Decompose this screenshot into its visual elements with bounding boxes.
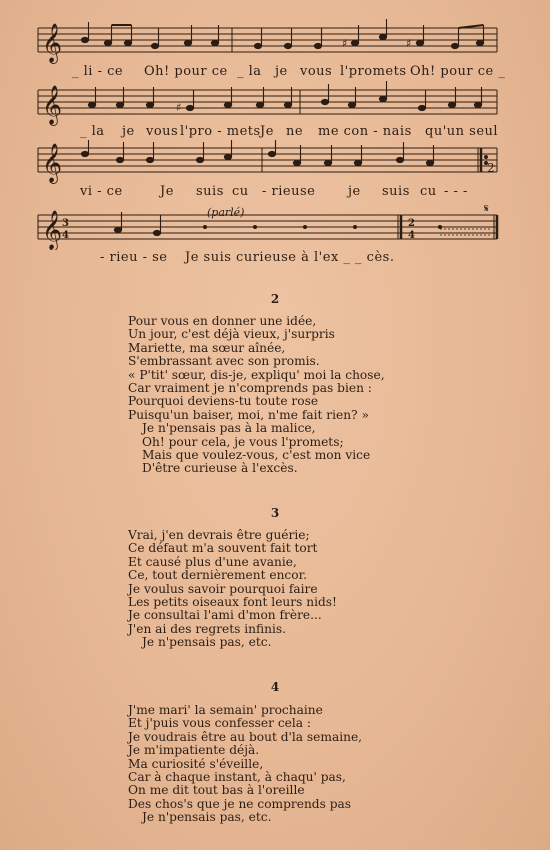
- svg-text:♯: ♯: [406, 37, 412, 50]
- music-staff-2: [0, 80, 550, 130]
- lyric-syllable: ne: [286, 124, 304, 139]
- parle-marking: (parlé): [207, 206, 245, 219]
- music-staff-3: [0, 140, 550, 190]
- verse-line: Ce, tout dernièrement encor.: [128, 568, 307, 583]
- svg-text:𝄞: 𝄞: [42, 23, 63, 63]
- verse-line: Et causé plus d'une avanie,: [128, 554, 297, 569]
- lyric-syllable: qu'un seul: [425, 124, 499, 139]
- verse-line: Je m'impatiente déjà.: [128, 743, 260, 758]
- verse-line: Je n'pensais pas, etc.: [142, 810, 272, 825]
- lyric-syllable: je: [348, 184, 361, 199]
- verse-line: Mais que voulez-vous, c'est mon vice: [142, 448, 371, 463]
- lyric-syllable: Oh! pour ce: [144, 64, 228, 79]
- lyrics-line-4: [0, 250, 550, 266]
- svg-text:♯: ♯: [176, 101, 182, 114]
- verse-line: Je n'pensais pas à la malice,: [142, 421, 316, 436]
- svg-text:4: 4: [408, 230, 415, 241]
- lyric-syllable: je: [275, 64, 288, 79]
- svg-text:4: 4: [62, 230, 69, 241]
- svg-text:𝄞: 𝄞: [42, 85, 63, 125]
- verse-line: Je voulus savoir pourquoi faire: [128, 581, 318, 596]
- verse-line: Je n'pensais pas, etc.: [142, 635, 272, 650]
- verse-line: Vrai, j'en devrais être guérie;: [128, 528, 310, 542]
- lyric-syllable: _ li - ce: [72, 64, 124, 79]
- verse-line: Oh! pour cela, je vous l'promets;: [142, 434, 344, 449]
- lyric-syllable: l'promets: [340, 64, 407, 79]
- music-staff-1: [0, 10, 550, 72]
- stanza-2: [128, 315, 508, 476]
- svg-text:𝄋: 𝄋: [484, 202, 489, 215]
- lyric-syllable: Oh! pour ce _: [410, 64, 506, 79]
- verse-line: Pourquoi deviens-tu toute rose: [128, 394, 319, 409]
- lyric-syllable: me con - nais: [318, 124, 412, 139]
- lyric-syllable: vous: [146, 124, 179, 139]
- verse-line: Ce défaut m'a souvent fait tort: [128, 541, 318, 556]
- lyric-syllable: - - -: [444, 184, 468, 199]
- lyrics-line-3: [0, 184, 550, 200]
- svg-text:𝄞: 𝄞: [42, 143, 63, 183]
- lyric-syllable: Je: [260, 124, 274, 139]
- verse-line: Des chos's que je ne comprends pas: [128, 796, 352, 811]
- verse-line: Je voudrais être au bout d'la semaine,: [128, 729, 363, 744]
- verse-line: Un jour, c'est déjà vieux, j'surpris: [128, 327, 335, 342]
- lyric-syllable: suis: [382, 184, 410, 199]
- lyric-syllable: suis: [196, 184, 224, 199]
- verse-line: Les petits oiseaux font leurs nids!: [128, 595, 337, 610]
- svg-text:𝄞: 𝄞: [42, 210, 63, 250]
- verse-line: J'en ai des regrets infinis.: [128, 621, 287, 636]
- verse-line: Pour vous en donner une idée,: [128, 314, 317, 328]
- verse-line: « P'tit' sœur, dis-je, expliqu' moi la chose,: [128, 367, 385, 382]
- svg-text:♯: ♯: [342, 37, 348, 50]
- verse-line: S'embrassant avec son promis.: [128, 354, 320, 369]
- verse-line: Et j'puis vous confesser cela :: [128, 716, 312, 731]
- verse-line: Je consultai l'ami d'mon frère...: [128, 608, 322, 623]
- svg-text:3: 3: [62, 218, 69, 229]
- stanza-number: 2: [270, 292, 280, 306]
- lyric-syllable: cu: [420, 184, 437, 199]
- music-staff-4: [0, 200, 550, 250]
- stanza-4: [128, 704, 508, 825]
- stanza-3: [128, 529, 508, 650]
- verse-line: On me dit tout bas à l'oreille: [128, 783, 305, 798]
- lyric-syllable: vi - ce: [80, 184, 123, 199]
- lyric-syllable: _ la: [237, 64, 262, 79]
- verse-line: J'me mari' la semain' prochaine: [128, 703, 323, 717]
- lyric-syllable: cu: [232, 184, 249, 199]
- svg-text:2: 2: [408, 218, 415, 229]
- lyric-syllable: vous: [300, 64, 333, 79]
- verse-line: Mariette, ma sœur aînée,: [128, 340, 286, 355]
- verse-line: Ma curiosité s'éveille,: [128, 756, 264, 771]
- verse-line: Puisqu'un baiser, moi, n'me fait rien? »: [128, 407, 369, 422]
- verse-line: Car à chaque instant, à chaqu' pas,: [128, 770, 346, 785]
- lyric-syllable: je: [122, 124, 135, 139]
- stanza-number: 3: [270, 506, 280, 520]
- svg-text:2: 2: [487, 161, 495, 175]
- lyrics-line-1: [0, 64, 550, 80]
- verse-line: D'être curieuse à l'excès.: [142, 461, 298, 476]
- lyric-syllable: Je suis curieuse à l'ex _ _ cès.: [185, 250, 395, 265]
- lyric-syllable: - rieuse: [262, 184, 316, 199]
- lyric-syllable: _ la: [80, 124, 105, 139]
- lyric-syllable: Je: [160, 184, 174, 199]
- lyrics-line-2: [0, 124, 550, 140]
- lyric-syllable: - rieu - se: [100, 250, 168, 265]
- lyric-syllable: l'pro - mets: [180, 124, 261, 139]
- stanza-number: 4: [270, 680, 280, 694]
- verse-line: Car vraiment je n'comprends pas bien :: [128, 381, 372, 396]
